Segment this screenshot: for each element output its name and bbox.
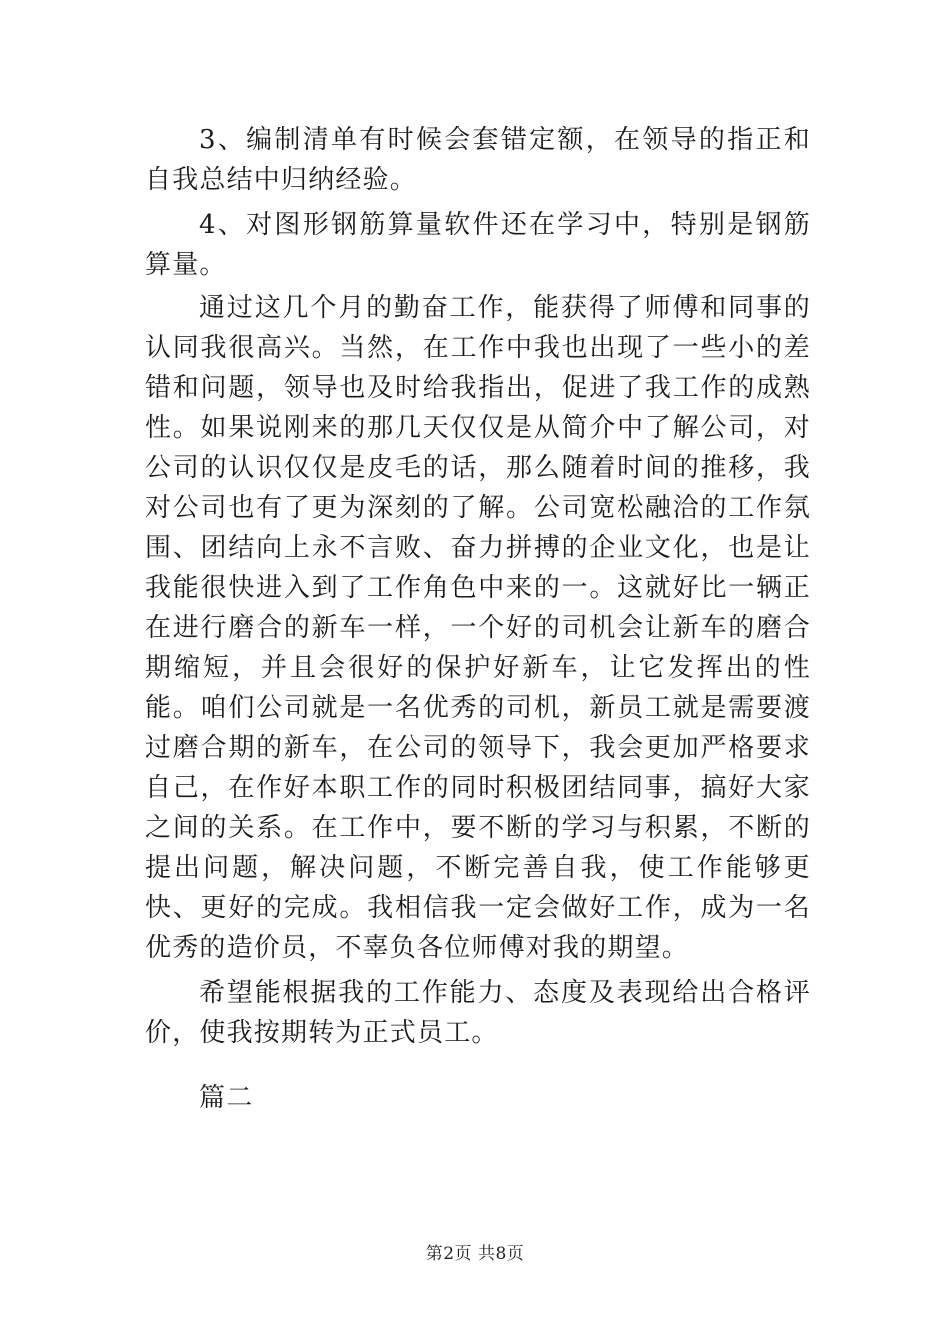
page-number-footer: 第2页 共8页 <box>425 1244 525 1264</box>
paragraph-item-3: 3、编制清单有时候会套错定额，在领导的指正和自我总结中归纳经验。 <box>145 125 811 195</box>
document-body <box>145 120 811 1118</box>
paragraph-work-summary: 通过这几个月的勤奋工作，能获得了师傅和同事的认同我很高兴。当然，在工作中我也出现了一些小的差错和问题，领导也及时给我指出，促进了我工作的成熟性。如果说刚来的那几天仅仅是从简介中了解公司，对公司的认识仅仅是皮毛的话，那么随着时间的推移，我对公司也有了更为深刻的了解。公司宽松融洽的工作氛围、团结向上永不言败、奋力拼搏的企业文化，也是让我能很快进入到了工作角色中来的一。这就好比一辆正在进行磨合的新车一样，一个好的司机会让新车的磨合期缩短，并且会很好的保护好新车，让它发挥出的性能。咱们公司就是一名优秀的司机，新员工就是需要渡过磨合期的新车，在公司的领导下，我会更加严格要求自己，在作好本职工作的同时积极团结同事，搞好大家之间的关系。在工作中，要不断的学习与积累，不断的提出问题，解决问题，不断完善自我，使工作能够更快、更好的完成。我相信我一定会做好工作，成为一名优秀的造价员，不辜负各位师傅对我的期望。 <box>145 293 811 963</box>
paragraph-item-4: 4、对图形钢筋算量软件还在学习中，特别是钢筋算量。 <box>145 210 811 280</box>
section-heading-part-two: 篇二 <box>199 1083 254 1113</box>
paragraph-evaluation-request: 希望能根据我的工作能力、态度及表现给出合格评价，使我按期转为正式员工。 <box>145 978 811 1048</box>
